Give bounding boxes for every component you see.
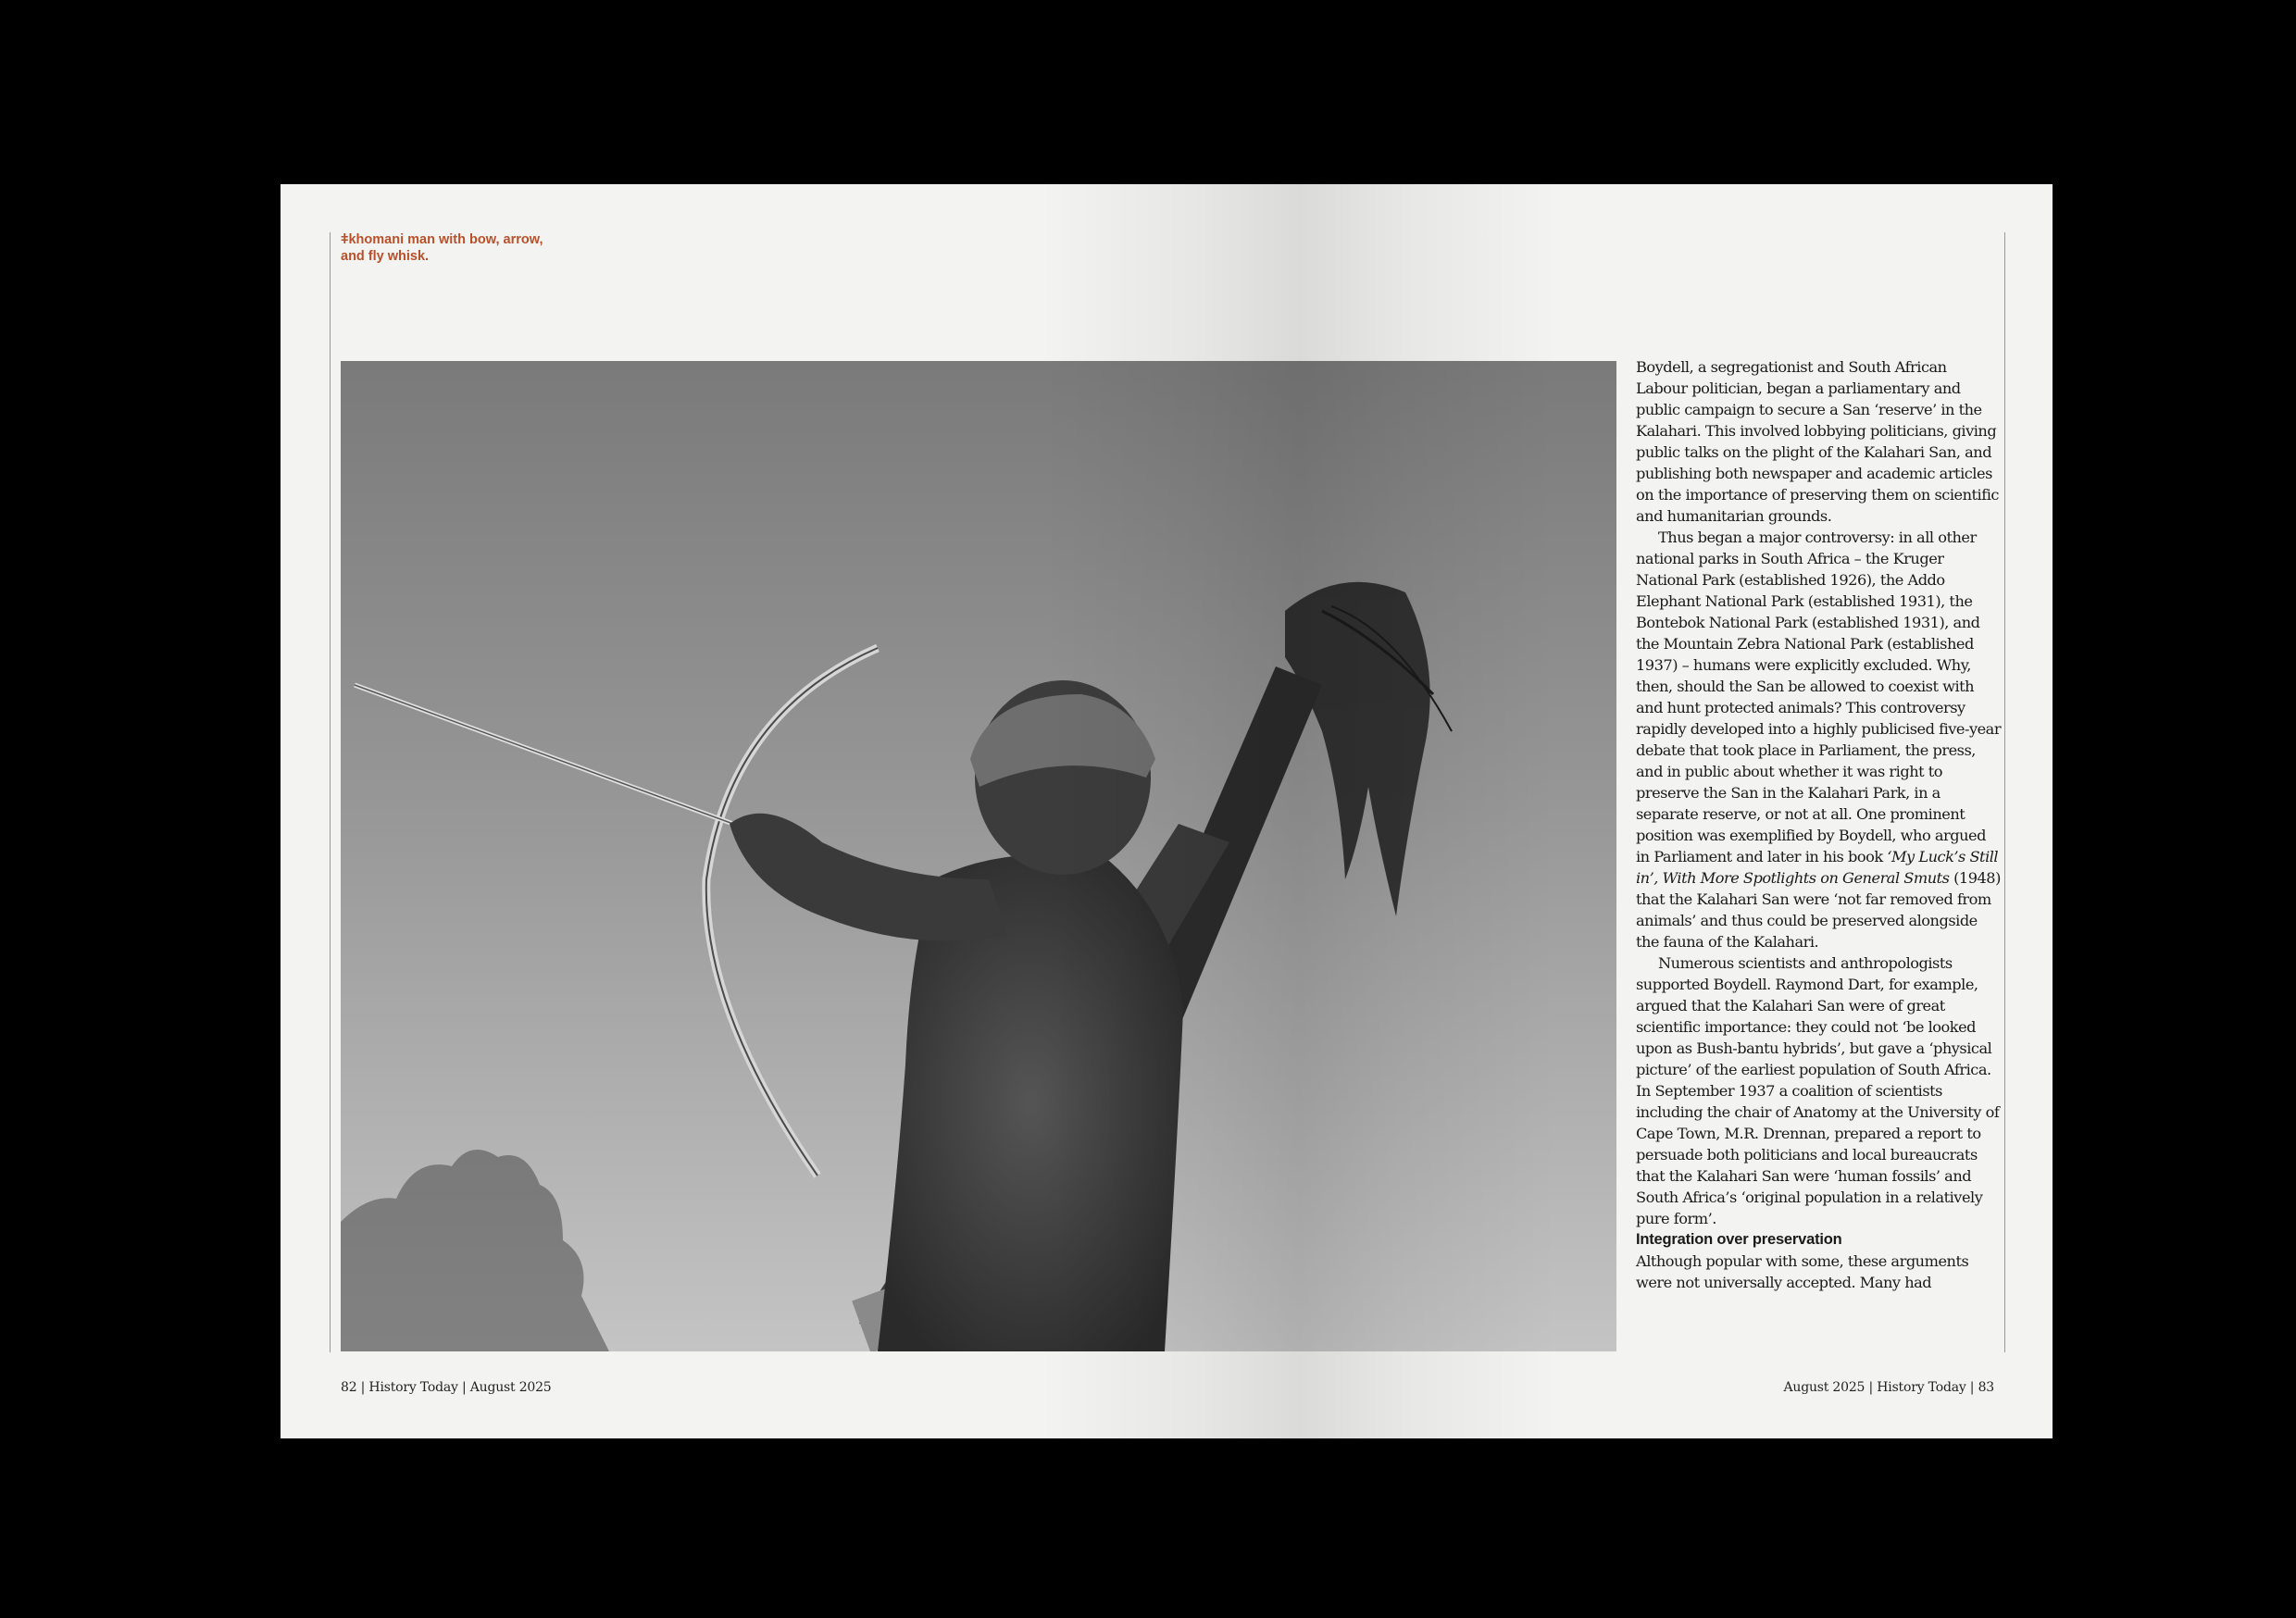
book-title: ‘My Luck’s Still in’, With More Spotlights on General Smuts — [1636, 848, 1999, 887]
paragraph-3: Numerous scientists and anthropologists supported Boydell. Raymond Dart, for example, argued that the Kalahari San were of great scientific importance: they could not ‘be looked upon as Bush-bantu hybrids’, but gave a ‘physical picture’ of the earliest population of South Africa. In September 1937 a coalition of scientists including the chair of Anatomy at the University of Cape Town, M.R. Drennan, prepared a report to persuade both politicians and local bureaucrats that the Kalahari San were ‘human fossils’ and South Africa’s ‘original population in a relatively pure form’. — [1636, 954, 2000, 1227]
section-subhead: Integration over preservation — [1636, 1231, 1842, 1248]
paragraph-2 — [1636, 527, 2002, 952]
folio-right: August 2025 | History Today | 83 — [1783, 1380, 1994, 1395]
archival-photo — [341, 361, 1616, 1351]
folio-left: 82 | History Today | August 2025 — [341, 1380, 552, 1395]
photo-caption: ǂkhomani man with bow, arrow, and fly whisk. — [341, 232, 543, 264]
left-margin-rule — [330, 232, 331, 1352]
photo-illustration — [341, 361, 1616, 1351]
right-margin-rule — [2004, 232, 2005, 1352]
paragraph-2-text-a: Thus began a major controversy: in all other national parks in South Africa – the Kruger National Park (established 1926), the Addo Elephant National Park (established 1931), the Bontebok National Park (established 1931), and the Mountain Zebra National Park (established 1937) – humans were explicitly excluded. Why, then, should the San be allowed to coexist with and hunt protected animals? This controversy rapidly developed into a highly publicised five-year debate that took place in Parliament, the press, and in public about whether it was right to preserve the San in the Kalahari Park, in a separate reserve, or not at all. One prominent position was exemplified by Boydell, who argued in Parliament and later in his book — [1636, 529, 2002, 865]
paragraph-4: Although popular with some, these arguments were not universally accepted. Many had — [1636, 1252, 1969, 1291]
magazine-spread — [281, 184, 2053, 1438]
paragraph-1: Boydell, a segregationist and South African Labour politician, began a parliamentary and public campaign to secure a San ‘reserve’ in the Kalahari. This involved lobbying politicians, giving public talks on the plight of the Kalahari San, and publishing both newspaper and academic articles on the importance of preserving them on scientific and humanitarian grounds. — [1636, 358, 1999, 525]
paragraph-2-text-b: (1948) that the Kalahari San were ‘not far removed from animals’ and thus could be preserved alongside the fauna of the Kalahari. — [1636, 869, 2001, 951]
article-column — [1636, 356, 2002, 1293]
